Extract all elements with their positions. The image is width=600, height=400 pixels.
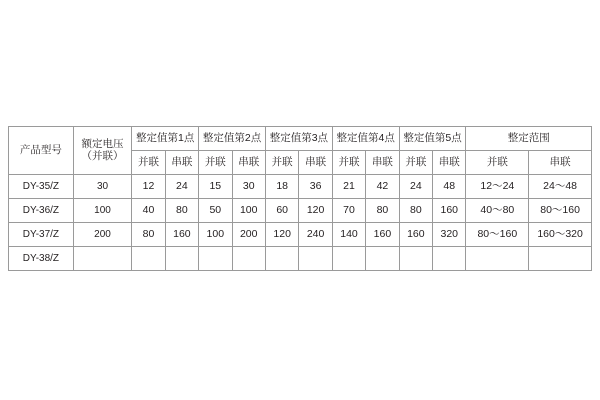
- cell-range-series: [529, 247, 592, 271]
- cell-value: [366, 247, 399, 271]
- table-row: [9, 247, 592, 271]
- cell-value: 60: [265, 199, 298, 223]
- header-group-1: 整定值第1点: [132, 127, 199, 151]
- header-voltage: [73, 127, 132, 175]
- cell-value: 320: [433, 223, 466, 247]
- cell-voltage: 100: [73, 199, 132, 223]
- header-sub-parallel-1: 并联: [132, 151, 165, 175]
- cell-value: [265, 247, 298, 271]
- cell-model: DY-35/Z: [9, 175, 74, 199]
- header-voltage-line2: （并联）: [81, 149, 124, 162]
- cell-value: 100: [199, 223, 232, 247]
- header-sub-parallel-2: 并联: [199, 151, 232, 175]
- header-sub-series-range: 串联: [529, 151, 592, 175]
- cell-value: 30: [232, 175, 265, 199]
- cell-value: 24: [399, 175, 432, 199]
- cell-value: [299, 247, 332, 271]
- cell-value: 200: [232, 223, 265, 247]
- specification-table: [8, 126, 592, 271]
- cell-value: 80: [132, 223, 165, 247]
- cell-value: 80: [399, 199, 432, 223]
- cell-value: [433, 247, 466, 271]
- cell-range-series: 24～48: [529, 175, 592, 199]
- cell-range-series: 80～160: [529, 199, 592, 223]
- cell-value: 21: [332, 175, 365, 199]
- cell-model: DY-37/Z: [9, 223, 74, 247]
- cell-value: 48: [433, 175, 466, 199]
- cell-value: 36: [299, 175, 332, 199]
- header-voltage-line1: 额定电压: [81, 137, 124, 150]
- cell-value: 12: [132, 175, 165, 199]
- header-row-groups: [9, 127, 592, 151]
- header-sub-parallel-4: 并联: [332, 151, 365, 175]
- cell-value: 80: [165, 199, 198, 223]
- cell-value: [132, 247, 165, 271]
- cell-value: 80: [366, 199, 399, 223]
- header-sub-series-2: 串联: [232, 151, 265, 175]
- cell-voltage: 200: [73, 223, 132, 247]
- cell-value: 40: [132, 199, 165, 223]
- cell-value: 42: [366, 175, 399, 199]
- cell-model: DY-36/Z: [9, 199, 74, 223]
- spec-table-container: [8, 126, 592, 271]
- cell-value: [332, 247, 365, 271]
- header-sub-series-4: 串联: [366, 151, 399, 175]
- header-sub-series-1: 串联: [165, 151, 198, 175]
- header-group-3: 整定值第3点: [265, 127, 332, 151]
- cell-value: 120: [299, 199, 332, 223]
- cell-value: 160: [399, 223, 432, 247]
- header-group-2: 整定值第2点: [199, 127, 266, 151]
- cell-value: 50: [199, 199, 232, 223]
- cell-value: [199, 247, 232, 271]
- cell-value: [399, 247, 432, 271]
- header-group-4: 整定值第4点: [332, 127, 399, 151]
- table-row: [9, 175, 592, 199]
- cell-range-parallel: [466, 247, 529, 271]
- table-row: [9, 223, 592, 247]
- table-row: [9, 199, 592, 223]
- cell-value: 240: [299, 223, 332, 247]
- header-sub-parallel-range: 并联: [466, 151, 529, 175]
- header-model: 产品型号: [9, 127, 74, 175]
- cell-value: [232, 247, 265, 271]
- cell-value: 70: [332, 199, 365, 223]
- header-sub-series-3: 串联: [299, 151, 332, 175]
- cell-voltage: 30: [73, 175, 132, 199]
- cell-range-parallel: 12～24: [466, 175, 529, 199]
- table-header: [9, 127, 592, 175]
- header-sub-parallel-5: 并联: [399, 151, 432, 175]
- cell-value: 160: [366, 223, 399, 247]
- table-body: [9, 175, 592, 271]
- cell-voltage: [73, 247, 132, 271]
- cell-value: 18: [265, 175, 298, 199]
- cell-range-parallel: 40～80: [466, 199, 529, 223]
- header-sub-parallel-3: 并联: [265, 151, 298, 175]
- cell-value: 120: [265, 223, 298, 247]
- cell-value: 15: [199, 175, 232, 199]
- cell-value: [165, 247, 198, 271]
- header-group-range: 整定范围: [466, 127, 592, 151]
- header-sub-series-5: 串联: [433, 151, 466, 175]
- cell-value: 100: [232, 199, 265, 223]
- header-group-5: 整定值第5点: [399, 127, 466, 151]
- cell-range-parallel: 80～160: [466, 223, 529, 247]
- cell-range-series: 160～320: [529, 223, 592, 247]
- cell-value: 160: [433, 199, 466, 223]
- cell-value: 24: [165, 175, 198, 199]
- cell-value: 160: [165, 223, 198, 247]
- cell-model: DY-38/Z: [9, 247, 74, 271]
- cell-value: 140: [332, 223, 365, 247]
